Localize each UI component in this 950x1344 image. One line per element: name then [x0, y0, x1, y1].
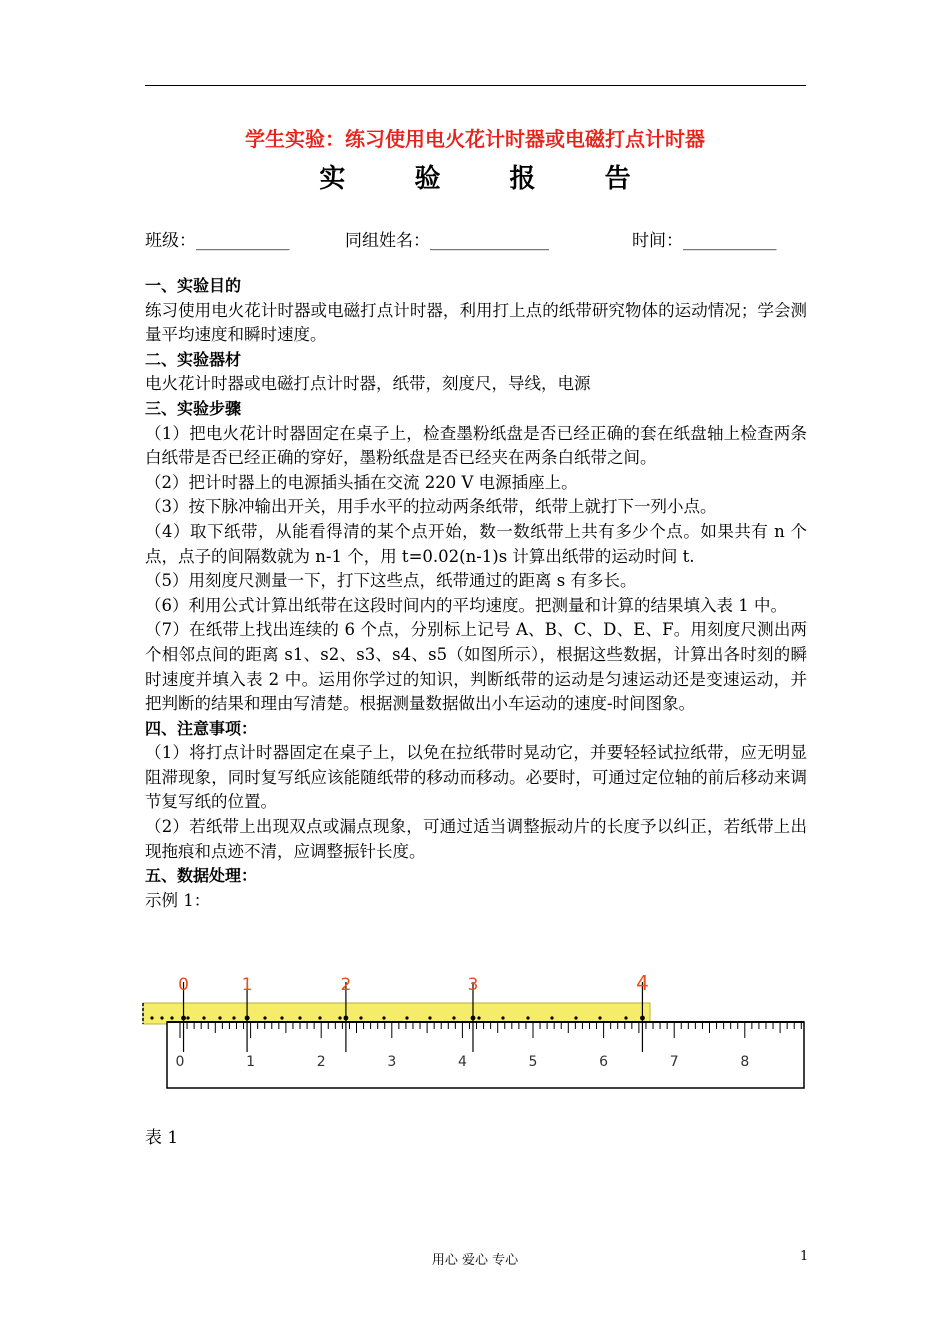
- section-heading-purpose: 一、实验目的: [145, 276, 242, 295]
- tape-dot: [338, 1016, 341, 1019]
- point-label: 2: [340, 975, 352, 995]
- step-7: （7）在纸带上找出连续的 6 个点，分别标上记号 A、B、C、D、E、F。用刻度尺测出两个相邻点间的距离 s1、s2、s3、s4、s5（如图所示），根据这些数据，计算出各时刻的瞬时速度并填入表 2 中。运用你学过的知识，判断纸带的运动是匀速运动还是变速运动，并把判断的结果和理由写清楚。根据测量数据做出小车运动的速度-时间图象。: [145, 620, 807, 714]
- step-5: （5）用刻度尺测量一下，打下这些点，纸带通过的距离 s 有多长。: [145, 571, 637, 591]
- ruler-number: 3: [387, 1054, 397, 1070]
- tape-dot: [218, 1016, 221, 1019]
- tape-dot: [263, 1016, 266, 1019]
- tape-dot: [598, 1016, 601, 1019]
- footer-motto: 用心 爱心 专心: [431, 1253, 519, 1268]
- ruler-number: 2: [316, 1054, 326, 1070]
- tape-dot: [186, 1016, 189, 1019]
- table-caption: 表 1: [145, 1128, 179, 1148]
- tape-dot: [382, 1016, 385, 1019]
- ruler-number: 1: [246, 1054, 256, 1070]
- tape-dot: [280, 1016, 283, 1019]
- tape-dot: [150, 1016, 153, 1019]
- section-heading-data: 五、数据处理：: [145, 866, 258, 886]
- report-body: [145, 274, 807, 913]
- tape-dot: [202, 1016, 205, 1019]
- tape-dot: [298, 1016, 301, 1019]
- section-text-equipment: 电火花计时器或电磁打点计时器，纸带，刻度尺，导线，电源: [145, 374, 591, 394]
- tape-dot: [170, 1016, 173, 1019]
- point-label: 4: [636, 971, 649, 995]
- tape-dot: [501, 1016, 504, 1019]
- note-2: （2）若纸带上出现双点或漏点现象，可通过适当调整振动片的长度予以纠正，若纸带上出现拖痕和点迹不清，应调整振针长度。: [145, 817, 807, 861]
- tape-strip: [143, 1003, 650, 1024]
- tape-dot: [624, 1016, 627, 1019]
- tape-point: [640, 1016, 645, 1021]
- point-label: 1: [241, 975, 253, 995]
- tape-dot: [574, 1016, 577, 1019]
- section-heading-notes: 四、注意事项：: [145, 718, 258, 738]
- ruler-number: 0: [175, 1054, 185, 1070]
- step-3: （3）按下脉冲输出开关，用手水平的拉动两条纸带，纸带上就打下一列小点。: [145, 497, 717, 517]
- ruler-number: 4: [457, 1054, 467, 1070]
- section-heading-equipment: 二、实验器材: [145, 349, 242, 369]
- tape-dot: [318, 1016, 321, 1019]
- section-text-purpose: 练习使用电火花计时器或电磁打点计时器，利用打上点的纸带研究物体的运动情况；学会测量平均速度和瞬时速度。: [145, 300, 807, 345]
- page-number: 1: [800, 1249, 809, 1264]
- tape-ruler-figure: [140, 970, 810, 1095]
- document-subtitle: 实 验 报 告: [319, 164, 661, 194]
- tape-dot: [232, 1016, 235, 1019]
- class-field: 班级：___________: [145, 231, 290, 251]
- ruler-number: 6: [599, 1054, 609, 1070]
- tape-dot: [477, 1016, 480, 1019]
- step-6: （6）利用公式计算出纸带在这段时间内的平均速度。把测量和计算的结果填入表 1 中。: [145, 595, 787, 615]
- ruler: [167, 1022, 804, 1088]
- tape-dot: [526, 1016, 529, 1019]
- example-label: 示例 1：: [145, 890, 211, 910]
- group-names-field: 同组姓名：______________: [345, 231, 549, 251]
- tape-point: [181, 1016, 186, 1021]
- tape-dot: [405, 1016, 408, 1019]
- header-rule: [145, 85, 806, 86]
- tape-point: [471, 1016, 476, 1021]
- step-1: （1）把电火花计时器固定在桌子上，检查墨粉纸盘是否已经正确的套在纸盘轴上检查两条白纸带是否已经正确的穿好，墨粉纸盘是否已经夹在两条白纸带之间。: [145, 423, 807, 468]
- step-4: （4）取下纸带，从能看得清的某个点开始，数一数纸带上共有多少个点。如果共有 n 个点，点子的间隔数就为 n-1 个，用 t=0.02(n-1)s 计算出纸带的运动时间 t.: [145, 521, 807, 566]
- section-heading-steps: 三、实验步骤: [145, 398, 242, 418]
- tape-point: [245, 1016, 250, 1021]
- time-field: 时间：___________: [632, 231, 777, 251]
- tape-point: [344, 1016, 349, 1021]
- paper-tape: [143, 1003, 650, 1024]
- note-1: （1）将打点计时器固定在桌子上，以免在拉纸带时晃动它，并要轻轻试拉纸带，应无明显阻滞现象，同时复写纸应该能随纸带的移动而移动。必要时，可通过定位轴的前后移动来调节复写纸的位置。: [145, 743, 807, 812]
- step-2: （2）把计时器上的电源插头插在交流 220 V 电源插座上。: [145, 472, 578, 492]
- ruler-number: 8: [740, 1054, 750, 1070]
- tape-dot: [550, 1016, 553, 1019]
- point-label: 0: [178, 975, 189, 995]
- ruler-number: 7: [669, 1054, 679, 1070]
- tape-dot: [452, 1016, 455, 1019]
- ruler-body: [167, 1022, 804, 1088]
- ruler-number: 5: [528, 1054, 538, 1070]
- tape-dot: [160, 1016, 163, 1019]
- tape-dot: [359, 1016, 362, 1019]
- point-label: 3: [467, 975, 479, 995]
- document-title: 学生实验：练习使用电火花计时器或电磁打点计时器: [245, 127, 705, 151]
- tape-dot: [428, 1016, 431, 1019]
